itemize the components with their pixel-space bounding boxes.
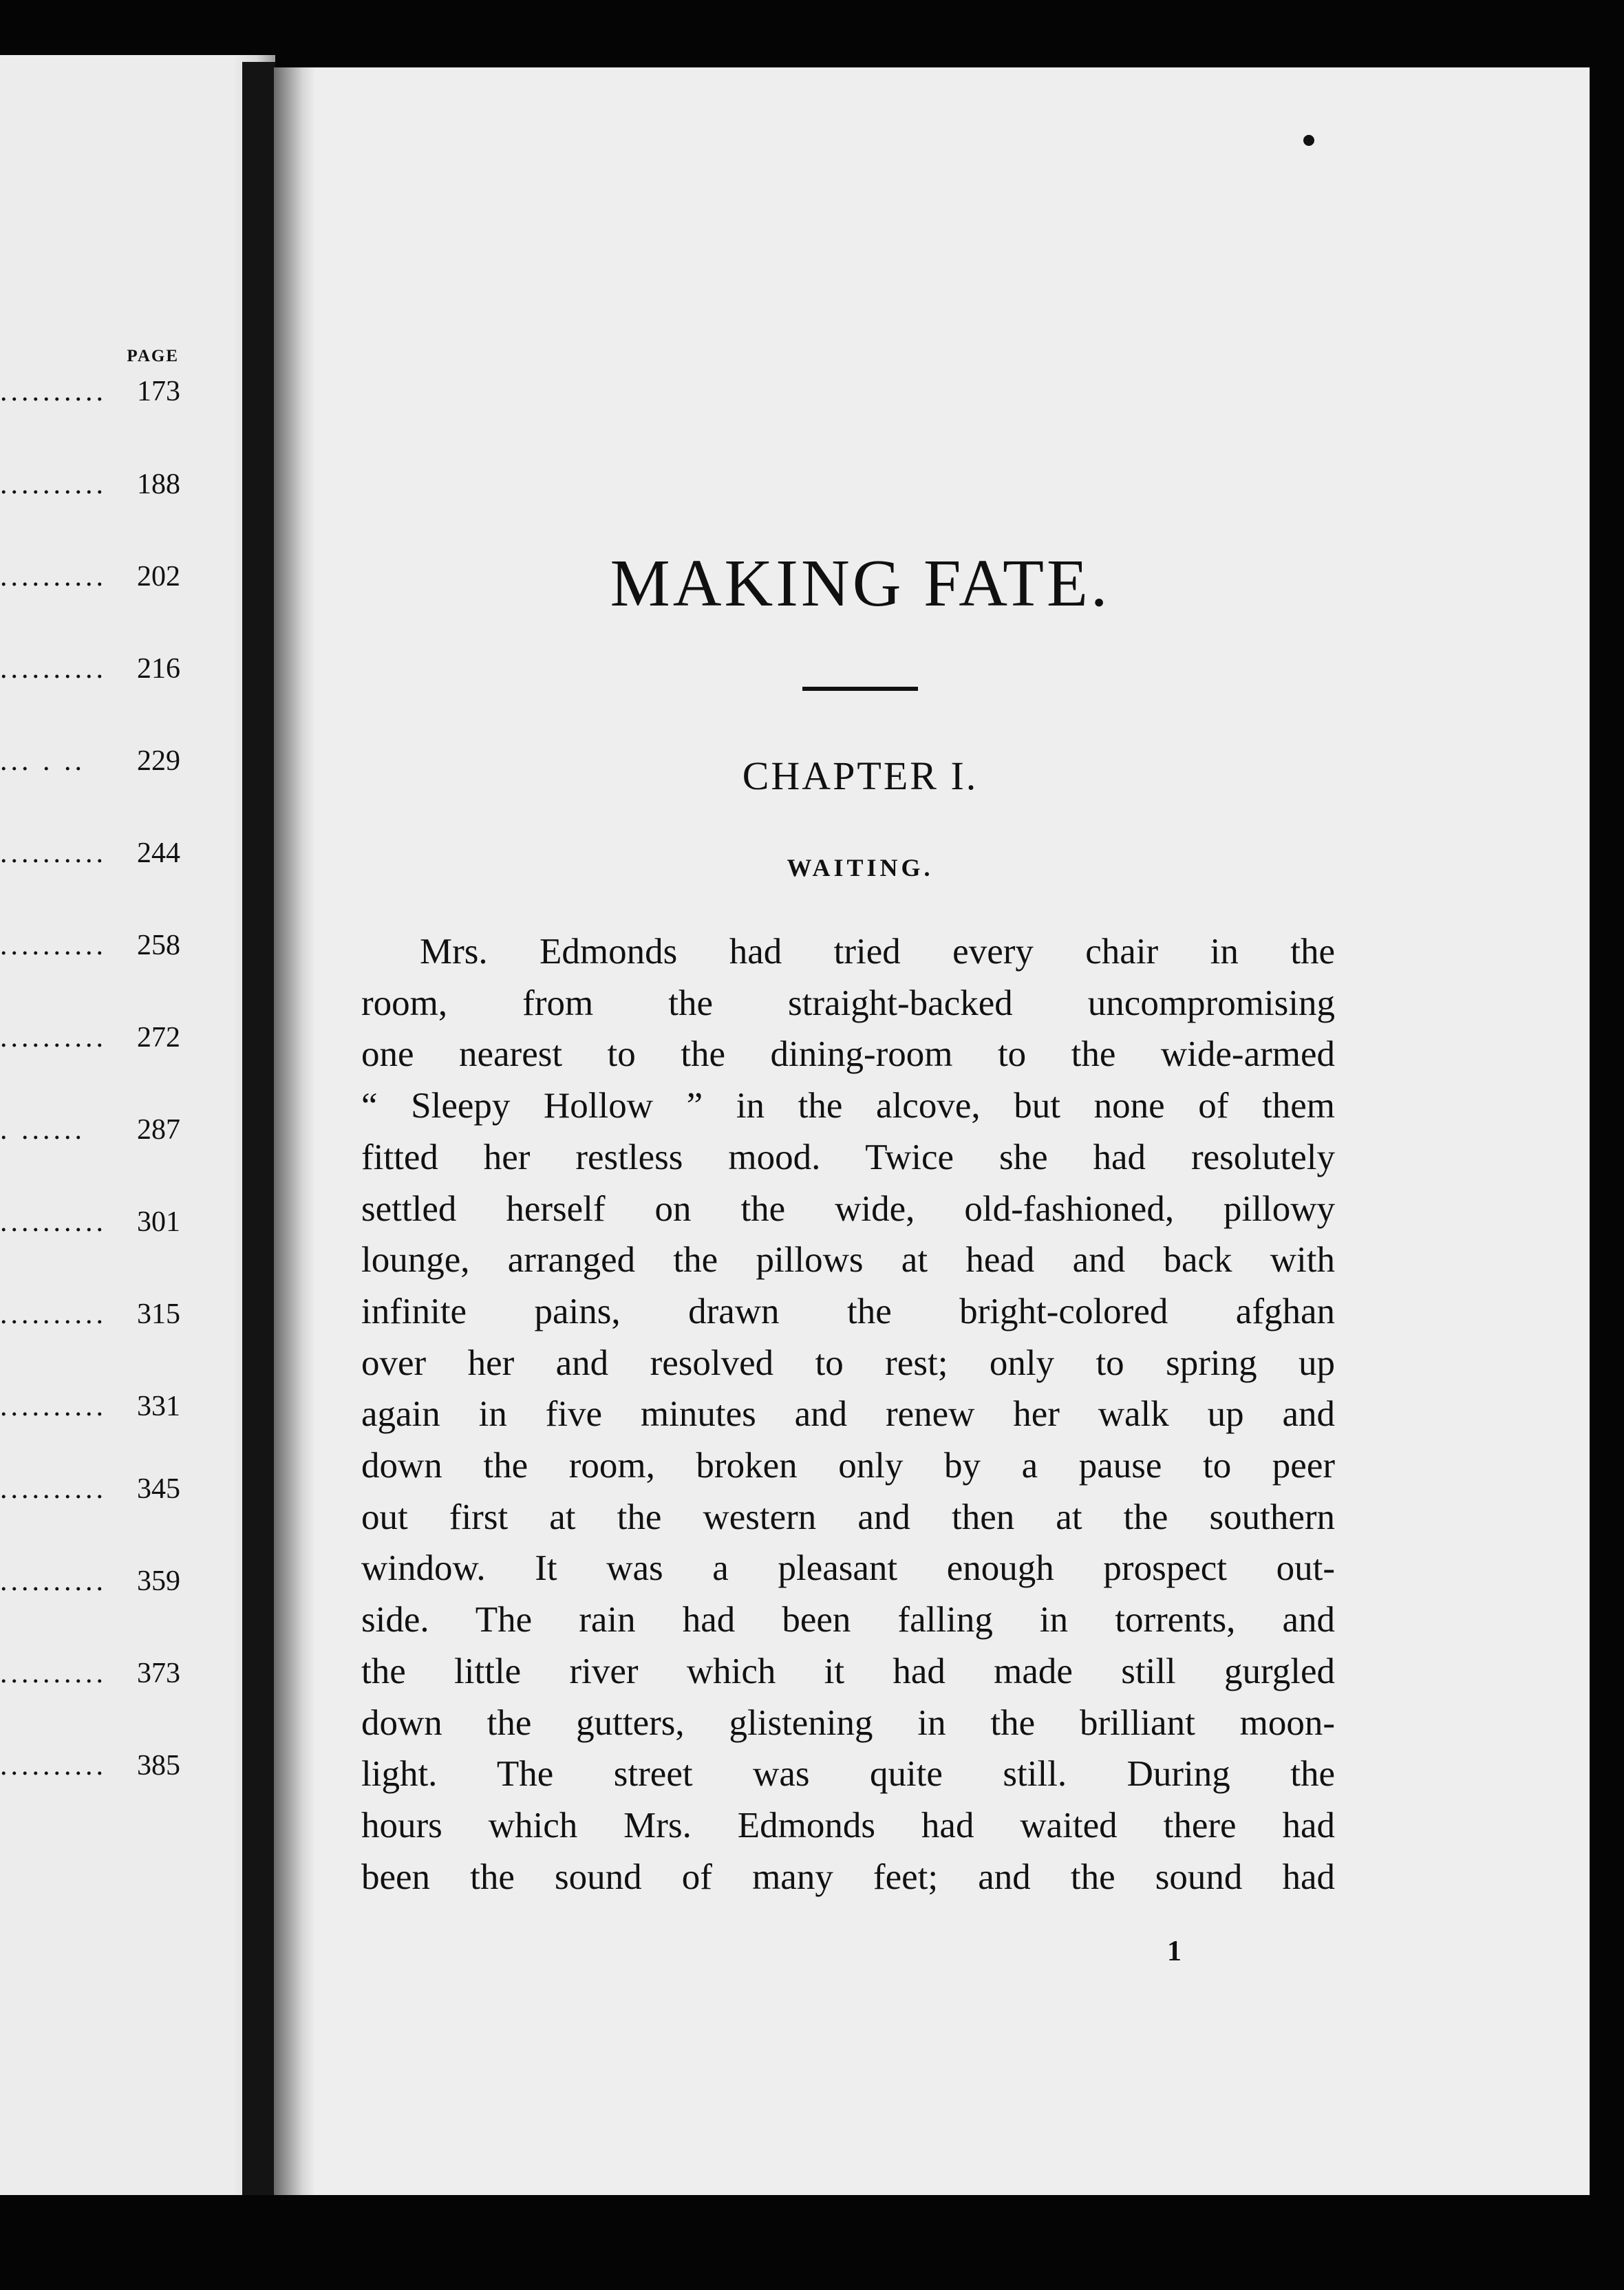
toc-leader-dots: .......... — [0, 1565, 107, 1597]
body-text-line: room, from the straight-backed uncompromising — [361, 983, 1335, 1023]
body-text-line: down the room, broken only by a pause to peer — [361, 1446, 1335, 1486]
toc-page-number: 345 — [137, 1473, 180, 1505]
toc-row — [0, 1021, 180, 1056]
book-spine — [242, 62, 275, 2195]
toc-row — [0, 1657, 180, 1691]
toc-row — [0, 468, 180, 502]
toc-page-number: 287 — [137, 1114, 180, 1146]
toc-page-number: 244 — [137, 837, 180, 869]
toc-page-number: 173 — [137, 376, 180, 407]
body-text-line: hours which Mrs. Edmonds had waited there had — [361, 1806, 1335, 1845]
scan-bottom-edge — [0, 2195, 1624, 2290]
chapter-heading: CHAPTER I. — [742, 753, 979, 798]
body-text-line: over her and resolved to rest; only to spring up — [361, 1343, 1335, 1383]
body-text-line: again in five minutes and renew her walk up and — [361, 1394, 1335, 1434]
toc-page-number: 216 — [137, 653, 180, 685]
toc-row — [0, 1206, 180, 1240]
toc-leader-dots: ... . .. — [0, 745, 85, 777]
toc-leader-dots: .......... — [0, 1391, 107, 1422]
toc-page-number: 229 — [137, 745, 180, 777]
page-folio: 1 — [1167, 1936, 1182, 1967]
toc-row — [0, 1565, 180, 1599]
body-text-line: “ Sleepy Hollow ” in the alcove, but none of them — [361, 1086, 1335, 1126]
toc-page-number: 331 — [137, 1391, 180, 1422]
body-text-line: fitted her restless mood. Twice she had resolutely — [361, 1137, 1335, 1177]
toc-row — [0, 1390, 180, 1424]
toc-leader-dots: .......... — [0, 1750, 107, 1781]
toc-row — [0, 652, 180, 687]
toc-row — [0, 1749, 180, 1784]
toc-row — [0, 375, 180, 409]
toc-leader-dots: .......... — [0, 469, 107, 500]
toc-leader-dots: . ...... — [0, 1114, 85, 1146]
body-text-line: settled herself on the wide, old-fashioned, pillowy — [361, 1189, 1335, 1229]
toc-row — [0, 1113, 180, 1148]
title-rule — [802, 687, 918, 691]
toc-leader-dots: .......... — [0, 930, 107, 961]
toc-leader-dots: .......... — [0, 561, 107, 592]
book-title: MAKING FATE. — [610, 546, 1111, 621]
chapter-subtitle: WAITING. — [787, 854, 934, 881]
toc-leader-dots: .......... — [0, 1206, 107, 1238]
toc-page-number: 373 — [137, 1658, 180, 1689]
body-text-line: light. The street was quite still. During the — [361, 1754, 1335, 1794]
toc-page-number: 258 — [137, 930, 180, 961]
ink-dot — [1303, 135, 1314, 146]
toc-page-number: 359 — [137, 1565, 180, 1597]
body-text-line: out first at the western and then at the southern — [361, 1497, 1335, 1537]
body-text-line: lounge, arranged the pillows at head and back with — [361, 1240, 1335, 1280]
body-text-line: Mrs. Edmonds had tried every chair in the — [420, 932, 1335, 972]
toc-row — [0, 560, 180, 595]
toc-page-column-label: PAGE — [127, 347, 179, 365]
toc-row — [0, 1473, 180, 1507]
toc-page-number: 188 — [137, 469, 180, 500]
toc-page-number: 301 — [137, 1206, 180, 1238]
toc-page-number: 315 — [137, 1298, 180, 1330]
toc-row — [0, 837, 180, 871]
toc-page-number: 202 — [137, 561, 180, 592]
body-text-line: down the gutters, glistening in the brilliant moon- — [361, 1703, 1335, 1743]
toc-leader-dots: .......... — [0, 376, 107, 407]
toc-page-number: 385 — [137, 1750, 180, 1781]
body-text-line: window. It was a pleasant enough prospect out- — [361, 1548, 1335, 1588]
toc-row — [0, 745, 180, 779]
body-text-line: side. The rain had been falling in torrents, and — [361, 1600, 1335, 1640]
toc-leader-dots: .......... — [0, 1473, 107, 1505]
body-text-line: the little river which it had made still gurgled — [361, 1651, 1335, 1691]
toc-leader-dots: .......... — [0, 1658, 107, 1689]
body-text-line: one nearest to the dining-room to the wide-armed — [361, 1034, 1335, 1074]
toc-row — [0, 1298, 180, 1332]
toc-row — [0, 929, 180, 963]
right-page-gutter-shadow — [274, 67, 315, 2228]
toc-page-number: 272 — [137, 1022, 180, 1053]
toc-leader-dots: .......... — [0, 1022, 107, 1053]
toc-leader-dots: .......... — [0, 653, 107, 685]
toc-leader-dots: .......... — [0, 1298, 107, 1330]
body-text-line: been the sound of many feet; and the sound had — [361, 1857, 1335, 1897]
toc-leader-dots: .......... — [0, 837, 107, 869]
body-text-line: infinite pains, drawn the bright-colored afghan — [361, 1292, 1335, 1331]
